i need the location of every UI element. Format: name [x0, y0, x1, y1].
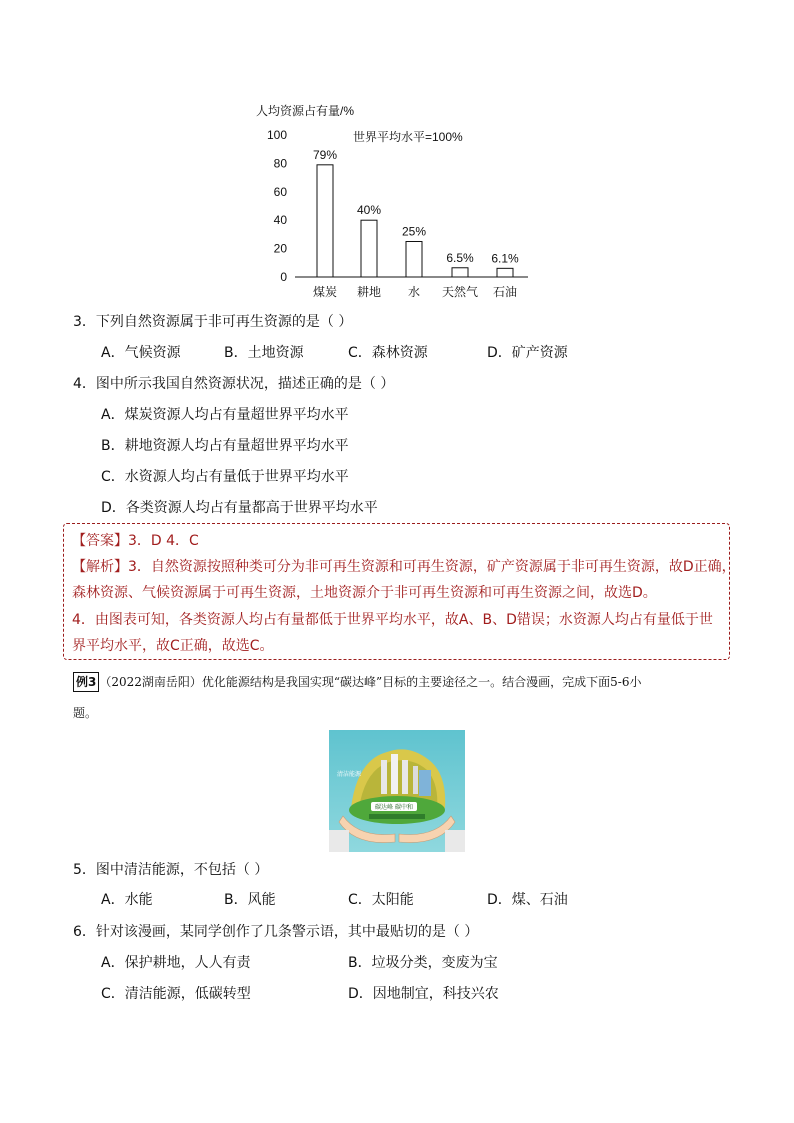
resource-bar-chart [250, 95, 550, 305]
q4-option-c: C．水资源人均占有量低于世界平均水平 [101, 469, 349, 485]
q4-option-a: A．煤炭资源人均占有量超世界平均水平 [101, 407, 349, 423]
bar [317, 165, 333, 277]
bar-value-label: 79% [312, 147, 338, 162]
bar-value-label: 6.5% [446, 250, 474, 265]
analysis-tag: 【解析】 [72, 559, 128, 575]
example-3-intro [73, 672, 642, 692]
bar-value-label: 6.1% [491, 251, 519, 266]
q5-option-a: A．水能 [101, 892, 153, 908]
clean-energy-cartoon [329, 730, 465, 852]
q3-option-d: D．矿产资源 [487, 345, 568, 361]
example-3-line-2: 题。 [73, 706, 98, 720]
q4-option-b: B．耕地资源人均占有量超世界平均水平 [101, 438, 349, 454]
q6-option-a: A．保护耕地，人人有责 [101, 955, 251, 971]
analysis-line-3: 4．由图表可知，各类资源人均占有量都低于世界平均水平，故A、B、D错误；水资源人均占有量低于世 [72, 612, 713, 628]
y-tick-label: 40 [273, 213, 287, 228]
q5-option-b: B．风能 [224, 892, 276, 908]
chart-ylabel: 人均资源占有量/% [256, 104, 355, 118]
bar [361, 220, 377, 277]
q5-option-d: D．煤、石油 [487, 892, 568, 908]
cartoon-corner-text: 清洁能源 [337, 771, 362, 778]
q3-option-a: A．气候资源 [101, 345, 181, 361]
x-category-label: 水 [407, 285, 421, 299]
q6-option-c: C．清洁能源，低碳转型 [101, 986, 251, 1002]
y-tick-label: 60 [273, 184, 287, 199]
answer-text: 3．D 4．C [128, 533, 199, 549]
chart-annotation: 世界平均水平=100% [353, 130, 463, 144]
question-5-stem: 5．图中清洁能源，不包括（ ） [73, 862, 269, 878]
analysis-line-4: 界平均水平，故C正确，故选C。 [72, 638, 274, 654]
x-category-label: 耕地 [356, 285, 382, 299]
q6-option-d: D．因地制宜，科技兴农 [348, 986, 499, 1002]
y-tick-label: 100 [266, 128, 287, 142]
x-category-label: 石油 [492, 285, 518, 299]
q5-option-c: C．太阳能 [348, 892, 414, 908]
bar-value-label: 40% [356, 203, 382, 218]
y-tick-label: 0 [280, 270, 287, 284]
answer-box [63, 523, 736, 660]
bar-value-label: 25% [401, 224, 427, 239]
q6-option-b: B．垃圾分类，变废为宝 [348, 955, 498, 971]
x-category-label: 煤炭 [312, 285, 338, 299]
q4-option-d: D．各类资源人均占有量都高于世界平均水平 [101, 500, 378, 516]
analysis-line-1: 3．自然资源按照种类可分为非可再生资源和可再生资源，矿产资源属于非可再生资源，故D正确， [128, 559, 736, 575]
answer-tag: 【答案】 [72, 533, 128, 549]
question-4-stem: 4．图中所示我国自然资源状况，描述正确的是（ ） [73, 376, 395, 392]
q3-option-b: B．土地资源 [224, 345, 304, 361]
example-3-line-1: （2022湖南岳阳）优化能源结构是我国实现“碳达峰”目标的主要途径之一。结合漫画，完成下面5-6小 [99, 675, 642, 689]
analysis-line-2: 森林资源、气候资源属于可再生资源，土地资源介于非可再生资源和可再生资源之间，故选D。 [72, 585, 657, 601]
x-category-label: 天然气 [441, 285, 479, 299]
bar [406, 242, 422, 278]
cartoon-banner-text: 碳达峰 碳中和 [375, 804, 413, 811]
question-3-stem: 3．下列自然资源属于非可再生资源的是（ ） [73, 314, 353, 330]
bar [497, 268, 513, 277]
y-tick-label: 80 [273, 156, 287, 171]
y-tick-label: 20 [273, 241, 287, 256]
q3-option-c: C．森林资源 [348, 345, 428, 361]
bar [452, 268, 468, 277]
example-label: 例3 [73, 672, 99, 692]
question-6-stem: 6．针对该漫画，某同学创作了几条警示语，其中最贴切的是（ ） [73, 924, 479, 940]
